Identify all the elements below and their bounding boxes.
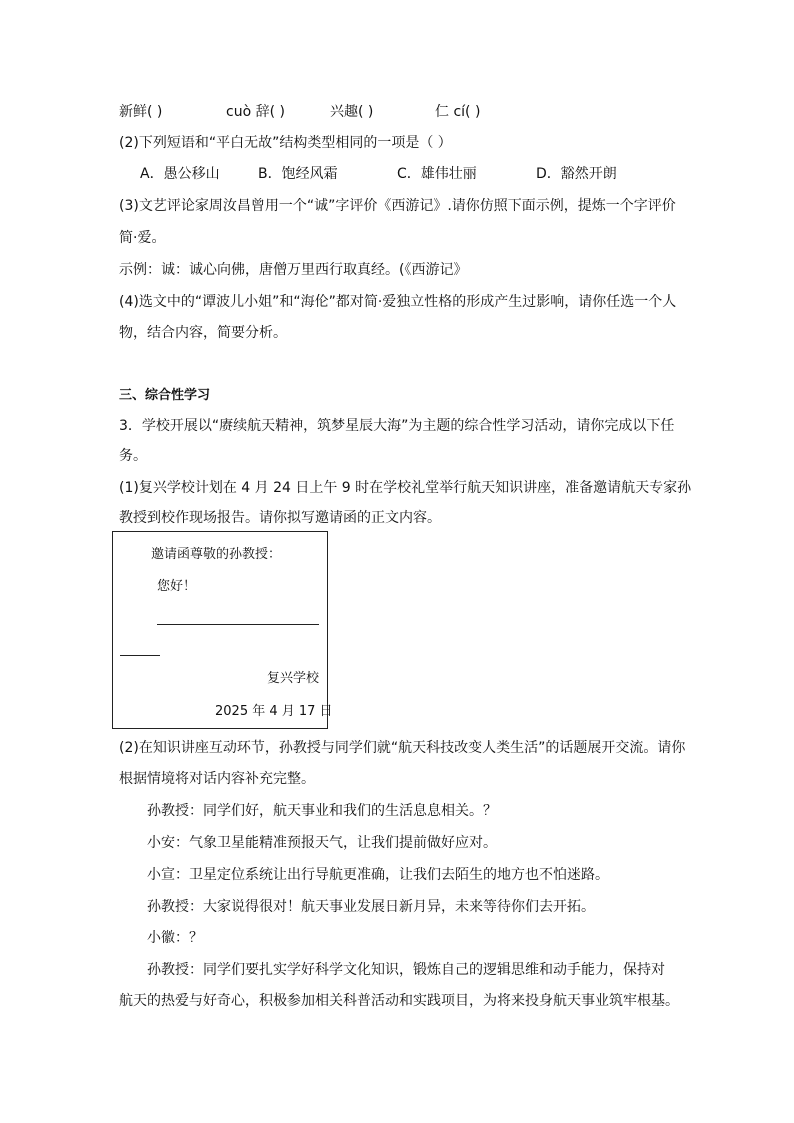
answer-line[interactable] xyxy=(157,624,319,625)
subquestion-2-line1: (2)在知识讲座互动环节，孙教授与同学们就“航天科技改变人类生活”的话题展开交流。请你 xyxy=(119,740,686,756)
answer-line-continued[interactable] xyxy=(120,655,160,656)
letter-signature: 复兴学校 xyxy=(267,671,320,686)
option-c: C．雄伟壮丽 xyxy=(397,166,477,182)
fill-item-xingqu: 兴趣( ) xyxy=(330,104,374,120)
dialogue-line: 孙教授：同学们好，航天事业和我们的生活息息相关。？ xyxy=(147,803,497,819)
subquestion-1-line2: 教授到校作现场报告。请你拟写邀请函的正文内容。 xyxy=(119,510,441,526)
letter-greeting: 您好！ xyxy=(157,579,197,594)
invitation-letter-box xyxy=(112,531,333,729)
fill-item-renci: 仁 cí( ) xyxy=(435,104,481,120)
question-4-line1: (4)选文中的“谭波儿小姐”和“海伦”都对简·爱独立性格的形成产生过影响，请你任选一个人 xyxy=(119,294,677,310)
option-a: A．愚公移山 xyxy=(140,166,220,182)
fill-item-cuoci: cuò 辞( ) xyxy=(226,104,285,120)
question-4-line2: 物，结合内容，简要分析。 xyxy=(119,325,287,341)
option-b: B．饱经风霜 xyxy=(258,166,338,182)
option-d: D．豁然开朗 xyxy=(536,166,617,182)
closing-line1: 孙教授：同学们要扎实学好科学文化知识，锻炼自己的逻辑思维和动手能力，保持对 xyxy=(147,962,665,978)
closing-line2: 航天的热爱与好奇心，积极参加相关科普活动和实践项目，为将来投身航天事业筑牢根基。 xyxy=(119,993,679,1009)
question-3-stem-line1: 3．学校开展以“赓续航天精神，筑梦星辰大海”为主题的综合性学习活动，请你完成以下任 xyxy=(119,418,675,434)
dialogue-line: 小徽：？ xyxy=(147,930,203,946)
section-heading: 三、综合性学习 xyxy=(119,388,211,403)
question-2-stem: (2)下列短语和“平白无故”结构类型相同的一项是（ ） xyxy=(119,135,452,151)
fill-item-xinxian: 新鲜( ) xyxy=(119,104,163,120)
subquestion-1-line1: (1)复兴学校计划在 4 月 24 日上午 9 时在学校礼堂举行航天知识讲座，准备邀请航天专家孙 xyxy=(119,480,692,496)
dialogue-line: 孙教授：大家说得很对！航天事业发展日新月异，未来等待你们去开拓。 xyxy=(147,899,595,915)
question-3-stem-line2: 务。 xyxy=(119,448,147,464)
subquestion-2-line2: 根据情境将对话内容补充完整。 xyxy=(119,771,315,787)
dialogue-line: 小宣：卫星定位系统让出行导航更准确，让我们去陌生的地方也不怕迷路。 xyxy=(147,867,609,883)
letter-date: 2025 年 4 月 17 日 xyxy=(215,704,333,719)
question-3-line1: (3)文艺评论家周汝昌曾用一个“诚”字评价《西游记》.请你仿照下面示例，提炼一个字评价 xyxy=(119,198,676,214)
question-3-example: 示例：诚：诚心向佛，唐僧万里西行取真经。(《西游记》 xyxy=(119,262,468,278)
dialogue-line: 小安：气象卫星能精准预报天气，让我们提前做好应对。 xyxy=(147,835,497,851)
letter-salutation: 邀请函尊敬的孙教授： xyxy=(151,547,282,562)
question-3-line2: 简·爱。 xyxy=(119,230,166,246)
